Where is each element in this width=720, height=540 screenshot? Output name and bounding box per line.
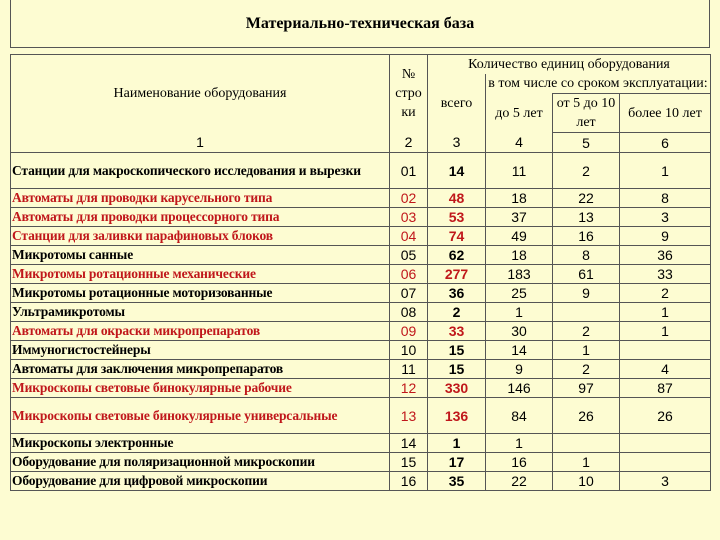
count-5-to-10: 22 <box>553 189 620 208</box>
table-row <box>11 341 711 360</box>
total-count: 48 <box>428 189 486 208</box>
row-number: 05 <box>390 246 428 265</box>
equipment-name: Автоматы для окраски микропрепаратов <box>11 322 390 341</box>
equipment-name: Микротомы ротационные моторизованные <box>11 284 390 303</box>
count-up-to-5: 14 <box>486 341 553 360</box>
header-name: Наименование оборудования <box>11 55 390 133</box>
row-number: 16 <box>390 472 428 491</box>
total-count: 1 <box>428 434 486 453</box>
count-up-to-5: 11 <box>486 153 553 189</box>
total-count: 74 <box>428 227 486 246</box>
count-up-to-5: 1 <box>486 303 553 322</box>
col-index-5: 5 <box>553 133 620 153</box>
total-count: 136 <box>428 398 486 434</box>
count-up-to-5: 183 <box>486 265 553 284</box>
count-over-10: 3 <box>620 208 711 227</box>
table-row <box>11 360 711 379</box>
table-row <box>11 434 711 453</box>
count-5-to-10: 13 <box>553 208 620 227</box>
count-over-10: 1 <box>620 153 711 189</box>
count-up-to-5: 30 <box>486 322 553 341</box>
total-count: 33 <box>428 322 486 341</box>
header-row-no: № стро ки <box>390 55 428 133</box>
equipment-name: Микроскопы электронные <box>11 434 390 453</box>
header-up-to-5: до 5 лет <box>486 94 553 133</box>
row-number: 09 <box>390 322 428 341</box>
count-5-to-10 <box>553 434 620 453</box>
table-row <box>11 453 711 472</box>
count-up-to-5: 25 <box>486 284 553 303</box>
table-row <box>11 227 711 246</box>
total-count: 14 <box>428 153 486 189</box>
count-5-to-10: 26 <box>553 398 620 434</box>
count-5-to-10 <box>553 303 620 322</box>
row-number: 15 <box>390 453 428 472</box>
equipment-name: Ультрамикротомы <box>11 303 390 322</box>
row-number: 03 <box>390 208 428 227</box>
equipment-name: Иммуногистостейнеры <box>11 341 390 360</box>
count-over-10: 33 <box>620 265 711 284</box>
row-number: 02 <box>390 189 428 208</box>
count-up-to-5: 37 <box>486 208 553 227</box>
total-count: 53 <box>428 208 486 227</box>
row-number: 01 <box>390 153 428 189</box>
count-over-10: 3 <box>620 472 711 491</box>
count-5-to-10: 2 <box>553 360 620 379</box>
row-number: 10 <box>390 341 428 360</box>
total-count: 62 <box>428 246 486 265</box>
equipment-name: Микроскопы световые бинокулярные рабочие <box>11 379 390 398</box>
count-5-to-10: 1 <box>553 453 620 472</box>
total-count: 330 <box>428 379 486 398</box>
count-5-to-10: 9 <box>553 284 620 303</box>
count-up-to-5: 16 <box>486 453 553 472</box>
table-row <box>11 398 711 434</box>
count-over-10 <box>620 434 711 453</box>
header-service-group: в том числе со сроком эксплуатации: <box>486 74 711 94</box>
equipment-name: Станции для макроскопического исследования и вырезки <box>11 153 390 189</box>
row-number: 14 <box>390 434 428 453</box>
count-5-to-10: 2 <box>553 153 620 189</box>
header-total: всего <box>428 74 486 133</box>
header-qty-group: Количество единиц оборудования <box>428 55 711 75</box>
col-index-2: 2 <box>390 133 428 153</box>
col-index-6: 6 <box>620 133 711 153</box>
count-up-to-5: 9 <box>486 360 553 379</box>
table-row <box>11 284 711 303</box>
equipment-table <box>10 54 711 491</box>
count-over-10: 87 <box>620 379 711 398</box>
count-5-to-10: 10 <box>553 472 620 491</box>
header-5-to-10: от 5 до 10 лет <box>553 94 620 133</box>
count-up-to-5: 84 <box>486 398 553 434</box>
table-row <box>11 265 711 284</box>
count-5-to-10: 2 <box>553 322 620 341</box>
col-index-1: 1 <box>11 133 390 153</box>
total-count: 277 <box>428 265 486 284</box>
column-index-row <box>11 133 711 153</box>
total-count: 36 <box>428 284 486 303</box>
count-5-to-10: 16 <box>553 227 620 246</box>
total-count: 17 <box>428 453 486 472</box>
count-over-10: 9 <box>620 227 711 246</box>
table-row <box>11 208 711 227</box>
count-up-to-5: 49 <box>486 227 553 246</box>
count-up-to-5: 146 <box>486 379 553 398</box>
row-number: 12 <box>390 379 428 398</box>
count-over-10: 2 <box>620 284 711 303</box>
equipment-name: Автоматы для проводки карусельного типа <box>11 189 390 208</box>
table-row <box>11 246 711 265</box>
equipment-name: Микроскопы световые бинокулярные универсальные <box>11 398 390 434</box>
table-row <box>11 379 711 398</box>
count-over-10: 1 <box>620 303 711 322</box>
count-over-10: 4 <box>620 360 711 379</box>
col-index-3: 3 <box>428 133 486 153</box>
count-over-10: 8 <box>620 189 711 208</box>
table-row <box>11 189 711 208</box>
equipment-name: Автоматы для заключения микропрепаратов <box>11 360 390 379</box>
count-5-to-10: 97 <box>553 379 620 398</box>
count-over-10 <box>620 341 711 360</box>
count-over-10: 26 <box>620 398 711 434</box>
header-over-10: более 10 лет <box>620 94 711 133</box>
row-number: 04 <box>390 227 428 246</box>
equipment-name: Оборудование для цифровой микроскопии <box>11 472 390 491</box>
count-up-to-5: 1 <box>486 434 553 453</box>
row-number: 11 <box>390 360 428 379</box>
total-count: 15 <box>428 341 486 360</box>
equipment-name: Микротомы ротационные механические <box>11 265 390 284</box>
total-count: 35 <box>428 472 486 491</box>
page-title: Материально-техническая база <box>10 0 710 48</box>
row-number: 13 <box>390 398 428 434</box>
row-number: 06 <box>390 265 428 284</box>
equipment-name: Автоматы для проводки процессорного типа <box>11 208 390 227</box>
count-up-to-5: 18 <box>486 189 553 208</box>
count-5-to-10: 1 <box>553 341 620 360</box>
table-row <box>11 153 711 189</box>
row-number: 07 <box>390 284 428 303</box>
count-up-to-5: 22 <box>486 472 553 491</box>
table-row <box>11 322 711 341</box>
count-over-10 <box>620 453 711 472</box>
table-row <box>11 303 711 322</box>
equipment-name: Оборудование для поляризационной микроскопии <box>11 453 390 472</box>
equipment-name: Станции для заливки парафиновых блоков <box>11 227 390 246</box>
count-up-to-5: 18 <box>486 246 553 265</box>
count-5-to-10: 61 <box>553 265 620 284</box>
table-row <box>11 472 711 491</box>
row-number: 08 <box>390 303 428 322</box>
count-5-to-10: 8 <box>553 246 620 265</box>
total-count: 15 <box>428 360 486 379</box>
total-count: 2 <box>428 303 486 322</box>
count-over-10: 1 <box>620 322 711 341</box>
equipment-name: Микротомы санные <box>11 246 390 265</box>
count-over-10: 36 <box>620 246 711 265</box>
col-index-4: 4 <box>486 133 553 153</box>
